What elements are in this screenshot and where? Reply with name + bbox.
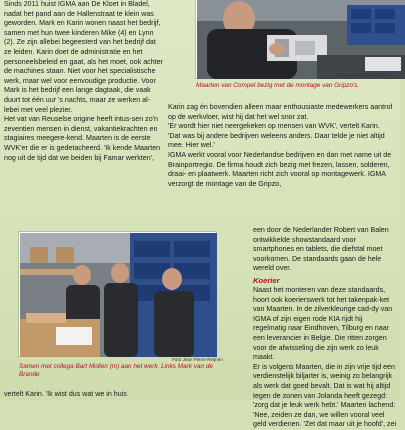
right-text-column: [168, 103, 394, 189]
photo-top-caption: Maarten van Compel bezig met de montage van Gripzo's.: [196, 82, 360, 89]
left-paragraph-1: Sinds 2011 huist IGMA aan De Kloet in Bladel, nadat het pand aan de Hallenstraat te klein was geworden. Mark en Karin wonen naast het bedrijf, samen met hun twee kinderen Mike (4) en Lynn (2). Ze zijn allebei begeesterd van het bedrijf dat ze leiden. Karin doet de administratie en het personeelsbeleid en gaat, als het moet, ook achter de machines staan. Niet voor het specialistische werk, maar wel voor eenvoudige productie. Voor Mark is het bedrijf een lange dagtaak, die vaak duurt tot één uur 's nachts, maar ze werken al-lebei met veel plezier.: [4, 0, 163, 114]
right-paragraph-2: 'Er wordt hier niet neergekeken op mensen van WVK', vertelt Karin. 'Dat was bij andere bedrijven weleens anders. Daar telde je niet altijd mee. Hier wel.': [168, 122, 385, 150]
team-photo-illustration: [20, 233, 217, 357]
koerier-paragraph-2: Er is volgens Maarten, die in zijn vrije tijd een verdienstelijk biljarter is, weinig zo belangrijk als werk dat goed bevalt. Dat is wat hij altijd tegen de zonen van Jolanda heeft gezegd: 'zorg dat je leuk werk hebt.' Maarten lachend: 'Nee, zeiden ze dan, we willen vooral veel geld verdienen. 'Zet dat maar uit je hoofd', zei: [253, 362, 397, 429]
left-paragraph-2: Het vat van Reuselse origine heeft intus-sen zo'n zeventien mensen in dienst, vakantiekrachten en stagiaires meegere-kend. Maarten is de eerste WVK'er die er is gedetacheerd. 'Ik kende Maarten nog uit de tijd dat we beiden bij Famar werkten',: [4, 115, 161, 162]
right-paragraph-1: Karin zag én bovendien alleen maar enthousiaste medewerkers aantrof op de werkvloer, wist hij dat het wel snor zat.: [168, 103, 393, 121]
indent-paragraph-1: een door de Nederlander Robert van Balen ontwikkelde showstandaard voor smartphones en tablets, die diefstal moet voorkomen. De standaards gaan de hele wereld over.: [253, 226, 389, 273]
koerier-paragraph-1: Naast het monteren van deze standaards, hoort ook koerierswerk tot het takenpak-ket van Maarten. In de zilverkleurige cad-dy van IGMA of zijn eigen rode KIA rijdt hij regelmatig naar Eindhoven, Tilburg en naar een leverancier in Belgie. Die ritten zorgen voor de afwisseling die zijn werk zo leuk maakt.: [253, 285, 393, 362]
photo-team-at-work: [19, 232, 216, 356]
section-title-koerier: Koerier: [253, 275, 280, 285]
left-text-column: [4, 0, 164, 163]
photo-bottom-caption: Samen met collega Bart Mollen (m) aan het werk. Links Mark van de Brande: [19, 363, 213, 378]
continued-text-line: vertelt Karin. 'Ik wist dus wat we in huis: [4, 390, 127, 398]
photo-workshop-assembly: [196, 0, 404, 78]
workshop-photo-illustration: [197, 0, 405, 79]
right-paragraph-3: IGMA werkt vooral voor Nederlandse bedrijven en dan met name uit de Brainportregio. De firma houdt zich bezig met frezen, lassen, solderen, draai- en plaatwerk. Maarten richt zich vooral op montagewerk. IGMA verzorgt de montage van de Gripzo,: [168, 150, 392, 188]
photo-top-credit: Foto Jean Pierre Reijnen: [336, 73, 387, 78]
photo-bottom-credit: Foto Jean Pierre Reijnen: [172, 357, 223, 362]
